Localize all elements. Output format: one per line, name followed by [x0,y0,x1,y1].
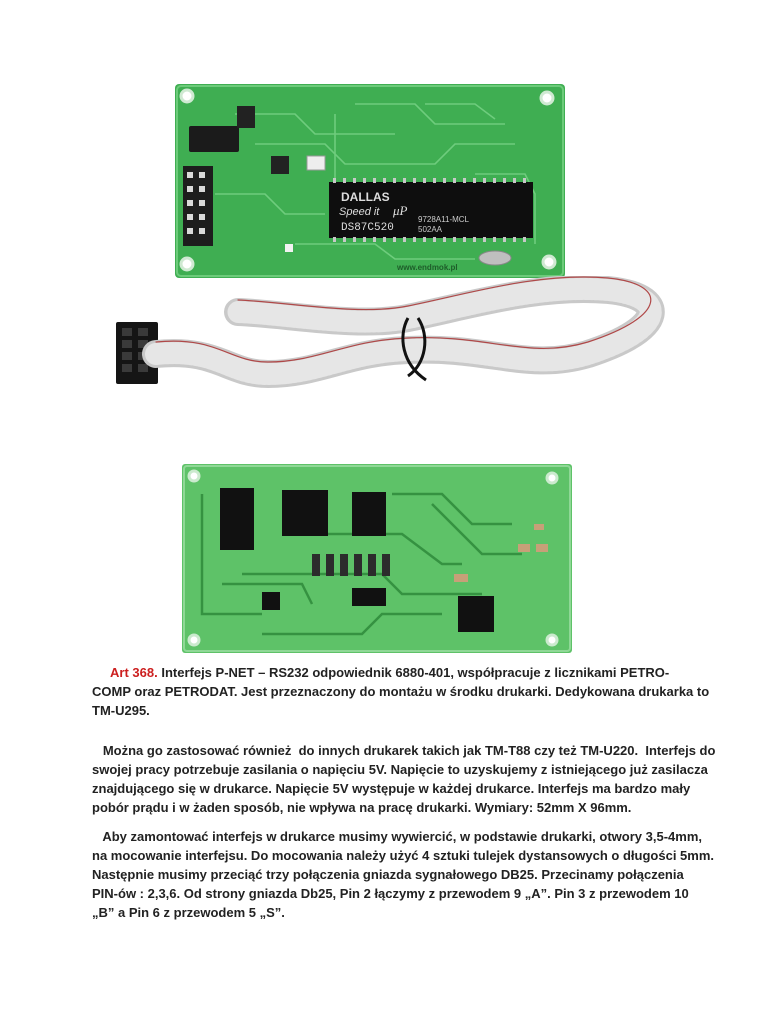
pcb-bottom-photo [182,464,572,653]
small-chip [271,156,289,174]
small-chip [237,106,255,128]
mount-line-3: Następnie musimy przeciąć trzy połączenia gniazda sygnałowego DB25. Przecinamy połączenia [92,867,684,882]
chip-plcc-center [282,490,328,536]
chip-code: 9728A11-MCL [418,215,469,224]
compat-line-4: pobór prądu i w żaden sposób, nie wpływa na pracę drukarki. Wymiary: 52mm X 96mm. [92,800,632,815]
chip-plcc-right [352,492,386,536]
chip-soic-left [220,488,254,550]
intro-text-1: Interfejs P-NET – RS232 odpowiednik 6880-401, współpracuje z licznikami PETRO- [161,665,670,680]
mount-line-4: PIN-ów : 2,3,6. Od strony gniazda Db25, Pin 2 łączymy z przewodem 9 „A”. Pin 3 z przewodem 10 [92,886,689,901]
chip-batch: 502AA [418,225,443,234]
paragraph-intro [92,663,710,720]
intro-line-3: TM-U295. [92,703,150,718]
chip-logo: μP [393,203,408,218]
paragraph-compatibility [92,741,716,817]
mount-line-2: na mocowanie interfejsu. Do mocowania należy użyć 4 sztuki tulejek dystansowych o długości 5mm. [92,848,715,863]
chip-small [262,592,280,610]
art-number: 368. [132,665,158,680]
pcb-board [175,84,565,278]
chip-part: DS87C520 [341,222,394,234]
compat-line-2: swojej pracy potrzebuje zasilania o napięciu 5V. Napięcie to uzyskujemy z istniejącego już zasilacza [92,762,708,777]
compat-line-1: Można go zastosować również do innych drukarek takich jak TM-T88 czy też TM-U220. Interfejs do [92,743,716,758]
intro-line-2: COMP oraz PETRODAT. Jest przeznaczony do montażu w środku drukarki. Dedykowana drukarka to [92,684,710,699]
pcb-top-photo [175,84,565,278]
chip-bottom-right [458,596,494,632]
ribbon-cable-photo [108,276,670,398]
main-chip [329,178,533,242]
intro-line-1 [92,663,692,682]
art-label: Art [110,665,129,680]
chip-medium [352,588,386,606]
connector-black [189,126,239,152]
chip-brand: DALLAS [341,190,390,204]
mount-line-5: „B” a Pin 6 z przewodem 5 „S”. [92,905,285,920]
component-white [307,156,325,170]
compat-line-3: znajdującego się w drukarce. Napięcie 5V występuje w każdej drukarce. Interfejs ma bardzo mały [92,781,691,796]
chip-series: Speed it [339,206,380,218]
crystal [479,251,511,265]
board-website: www.endmok.pl [397,263,458,272]
paragraph-mounting [92,827,715,922]
mount-line-1: Aby zamontować interfejs w drukarce musimy wywiercić, w podstawie drukarki, otwory 3,5-4mm, [92,829,702,844]
